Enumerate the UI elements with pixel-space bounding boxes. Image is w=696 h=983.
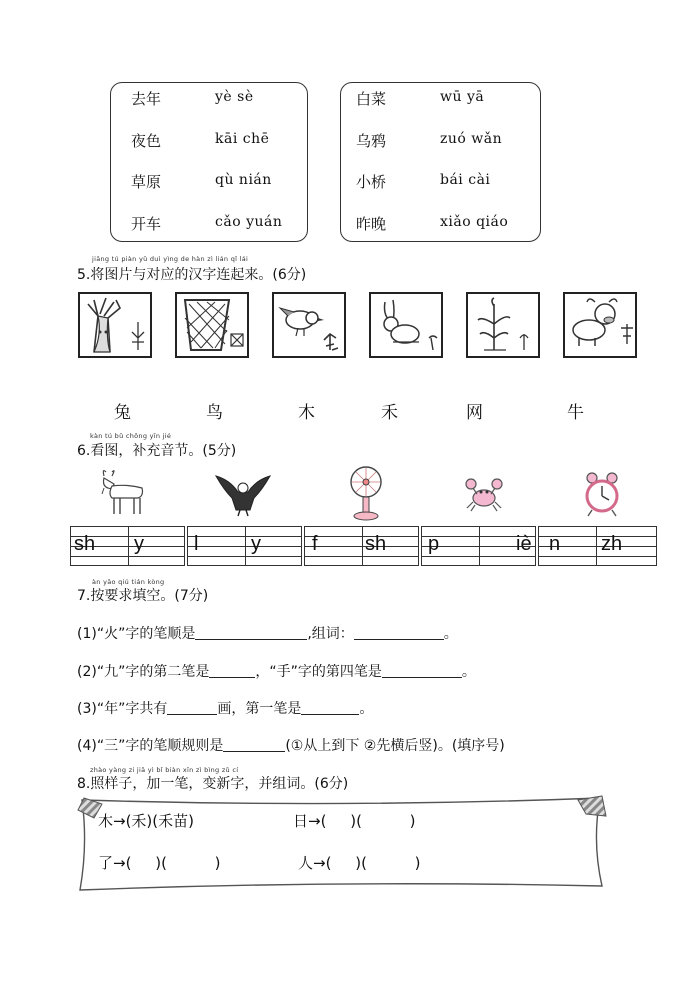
q8-row2-left: 了→( )( ) [98, 854, 221, 872]
char-ox: 牛 [567, 403, 584, 423]
match-word: 乌鸦 [356, 132, 387, 150]
pinyin-initial: l [194, 533, 199, 555]
scroll-banner [72, 794, 612, 894]
match-pinyin: zuó wǎn [440, 131, 503, 147]
goat-icon [98, 466, 150, 518]
q5-title: 5.将图片与对应的汉字连起来。(6分) [77, 267, 307, 283]
match-pinyin: kāi chē [215, 131, 270, 147]
crab-icon [463, 474, 505, 514]
pinyin-grid-clock [538, 526, 657, 566]
match-word: 白菜 [356, 90, 387, 108]
answer-blank[interactable] [382, 663, 462, 678]
match-pinyin: xiǎo qiáo [440, 214, 509, 230]
fan-icon [348, 464, 384, 522]
char-wood: 木 [298, 403, 315, 423]
match-pinyin: qù nián [215, 172, 272, 188]
pinyin-final: y [134, 533, 144, 555]
q6-title: 6.看图，补充音节。(5分) [77, 443, 237, 459]
ox-icon [563, 292, 637, 358]
pinyin-final: sh [365, 533, 387, 555]
pinyin-initial: p [428, 533, 440, 555]
pinyin-grid-goat [70, 526, 185, 566]
q6-ruby: kàn tú bǔ chōng yīn jié [90, 432, 172, 440]
answer-blank[interactable] [167, 700, 217, 715]
tree-icon [78, 292, 152, 358]
alarm-clock-icon [584, 470, 620, 520]
answer-blank[interactable] [209, 663, 255, 678]
pinyin-final: iè [516, 533, 532, 555]
char-bird: 鸟 [206, 403, 223, 423]
match-word: 草原 [131, 173, 162, 191]
q7-title: 7.按要求填空。(7分) [77, 588, 209, 604]
match-word: 开车 [131, 215, 162, 233]
match-pinyin: cǎo yuán [215, 214, 283, 230]
q7-item-3: (3)“年”字共有 画，第一笔是 。 [77, 701, 374, 717]
rice-plant-icon [466, 292, 540, 358]
answer-blank[interactable] [301, 700, 359, 715]
q7-item-4: (4)“三”字的笔顺规则是 (①从上到下 ②先横后竖)。(填序号) [77, 738, 505, 754]
match-pinyin: bái cài [440, 172, 491, 188]
pinyin-grid-eagle [187, 526, 302, 566]
net-icon [175, 292, 249, 358]
pinyin-final: zh [601, 533, 623, 555]
pinyin-initial: n [549, 533, 561, 555]
q8-title: 8.照样子，加一笔，变新字，并组词。(6分) [77, 776, 349, 792]
q5-ruby: jiāng tú piàn yǔ duì yìng de hàn zì lián qǐ lái [92, 255, 249, 263]
q8-ruby: zhào yàng zi jiā yì bǐ biàn xīn zì bìng zǔ cí [90, 766, 239, 774]
rabbit-icon [369, 292, 443, 358]
answer-blank[interactable] [223, 737, 285, 752]
match-word: 去年 [131, 90, 162, 108]
match-word: 昨晚 [356, 215, 387, 233]
char-net: 网 [466, 403, 483, 423]
answer-blank[interactable] [354, 625, 444, 640]
q7-item-1: (1)“火”字的笔顺是 ,组词： 。 [77, 626, 458, 642]
char-grain: 禾 [381, 403, 398, 423]
pinyin-grid-fan [304, 526, 419, 566]
answer-blank[interactable] [195, 625, 307, 640]
q7-ruby: àn yāo qiú tián kòng [92, 578, 165, 586]
match-word: 夜色 [131, 132, 162, 150]
eagle-icon [214, 466, 272, 518]
pinyin-grid-crab [421, 526, 536, 566]
q8-row1-left: 木→(禾)(禾苗) [98, 812, 194, 830]
q8-row2-right: 人→( )( ) [298, 854, 421, 872]
q8-row1-right: 日→( )( ) [293, 812, 416, 830]
pinyin-final: y [251, 533, 261, 555]
match-word: 小桥 [356, 173, 387, 191]
char-rabbit: 兔 [114, 403, 131, 423]
q7-item-2: (2)“九”字的第二笔是 ，“手”字的第四笔是 。 [77, 664, 476, 680]
match-pinyin: yè sè [215, 89, 254, 105]
pinyin-initial: sh [74, 533, 96, 555]
bird-icon [272, 292, 346, 358]
match-pinyin: wū yā [440, 89, 485, 105]
pinyin-initial: f [312, 533, 318, 555]
